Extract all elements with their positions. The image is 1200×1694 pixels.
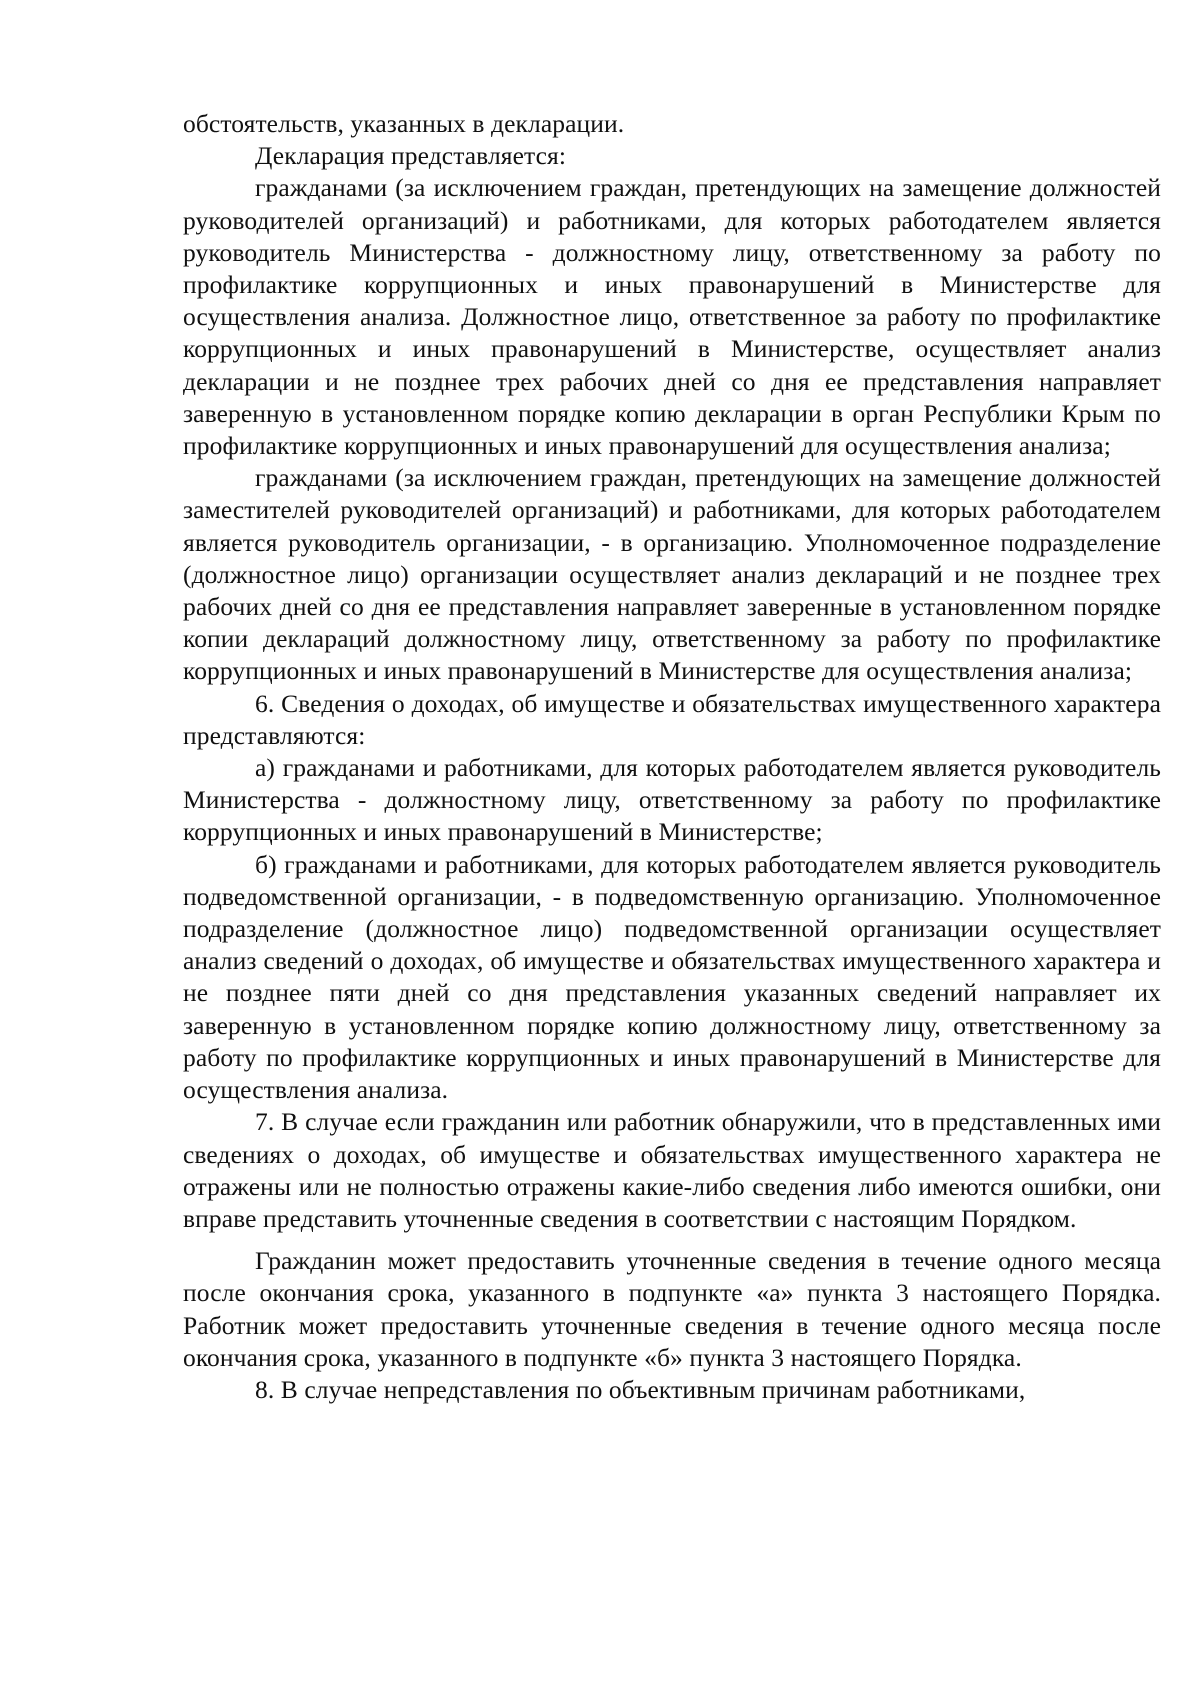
paragraph-item-8: 8. В случае непредставления по объективным причинам работниками, bbox=[255, 1374, 1026, 1404]
paragraph-item-7: 7. В случае если гражданин или работник обнаружили, что в представленных ими сведениях о доходах, об имуществе и обязательствах имущественного характера не отражены или не полностью отражены какие-либо сведения либо имеются ошибки, они вправе представить уточненные сведения в соответствии с настоящим Порядком. bbox=[183, 1107, 1161, 1233]
document-body bbox=[183, 108, 1161, 1406]
paragraph-item-6: 6. Сведения о доходах, об имуществе и обязательствах имущественного характера представляются: bbox=[183, 688, 1161, 750]
paragraph-clarified-info: Гражданин может предоставить уточненные сведения в течение одного месяца после окончания срока, указанного в подпункте «а» пункта 3 настоящего Порядка. Работник может предоставить уточненные сведения в течение одного месяца после окончания срока, указанного в подпункте «б» пункта 3 настоящего Порядка. bbox=[183, 1246, 1161, 1372]
paragraph-declaration-intro: Декларация представляется: bbox=[255, 141, 567, 171]
paragraph-item-6b: б) гражданами и работниками, для которых работодателем является руководитель подведомственной организации, - в подведомственную организацию. Уполномоченное подразделение (должностное лицо) подведомственной организации осуществляет анализ сведений о доходах, об имуществе и обязательствах имущественного характера и не позднее пяти дней со дня представления указанных сведений направляет их заверенную в установленном порядке копию должностному лицу, ответственному за работу по профилактике коррупционных и иных правонарушений в Министерстве для осуществления анализа. bbox=[183, 849, 1161, 1105]
paragraph-citizens-heads: гражданами (за исключением граждан, претендующих на замещение должностей руководителей организаций) и работниками, для которых работодателем является руководитель Министерства - должностному лицу, ответственному за работу по профилактике коррупционных и иных правонарушений в Министерстве для осуществления анализа. Должностное лицо, ответственное за работу по профилактике коррупционных и иных правонарушений в Министерстве, осуществляет анализ декларации и не позднее трех рабочих дней со дня ее представления направляет заверенную в установленном порядке копию декларации в орган Республики Крым по профилактике коррупционных и иных правонарушений для осуществления анализа; bbox=[183, 173, 1161, 461]
paragraph-citizens-deputies: гражданами (за исключением граждан, претендующих на замещение должностей заместителей руководителей организаций) и работниками, для которых работодателем является руководитель организации, - в организацию. Уполномоченное подразделение (должностное лицо) организации осуществляет анализ деклараций и не позднее трех рабочих дней со дня ее представления направляет заверенные в установленном порядке копии деклараций должностному лицу, ответственному за работу по профилактике коррупционных и иных правонарушений в Министерстве для осуществления анализа; bbox=[183, 463, 1161, 686]
paragraph-item-6a: а) гражданами и работниками, для которых работодателем является руководитель Министерства - должностному лицу, ответственному за работу по профилактике коррупционных и иных правонарушений в Министерстве; bbox=[183, 753, 1161, 847]
paragraph-continuation: обстоятельств, указанных в декларации. bbox=[183, 109, 625, 138]
